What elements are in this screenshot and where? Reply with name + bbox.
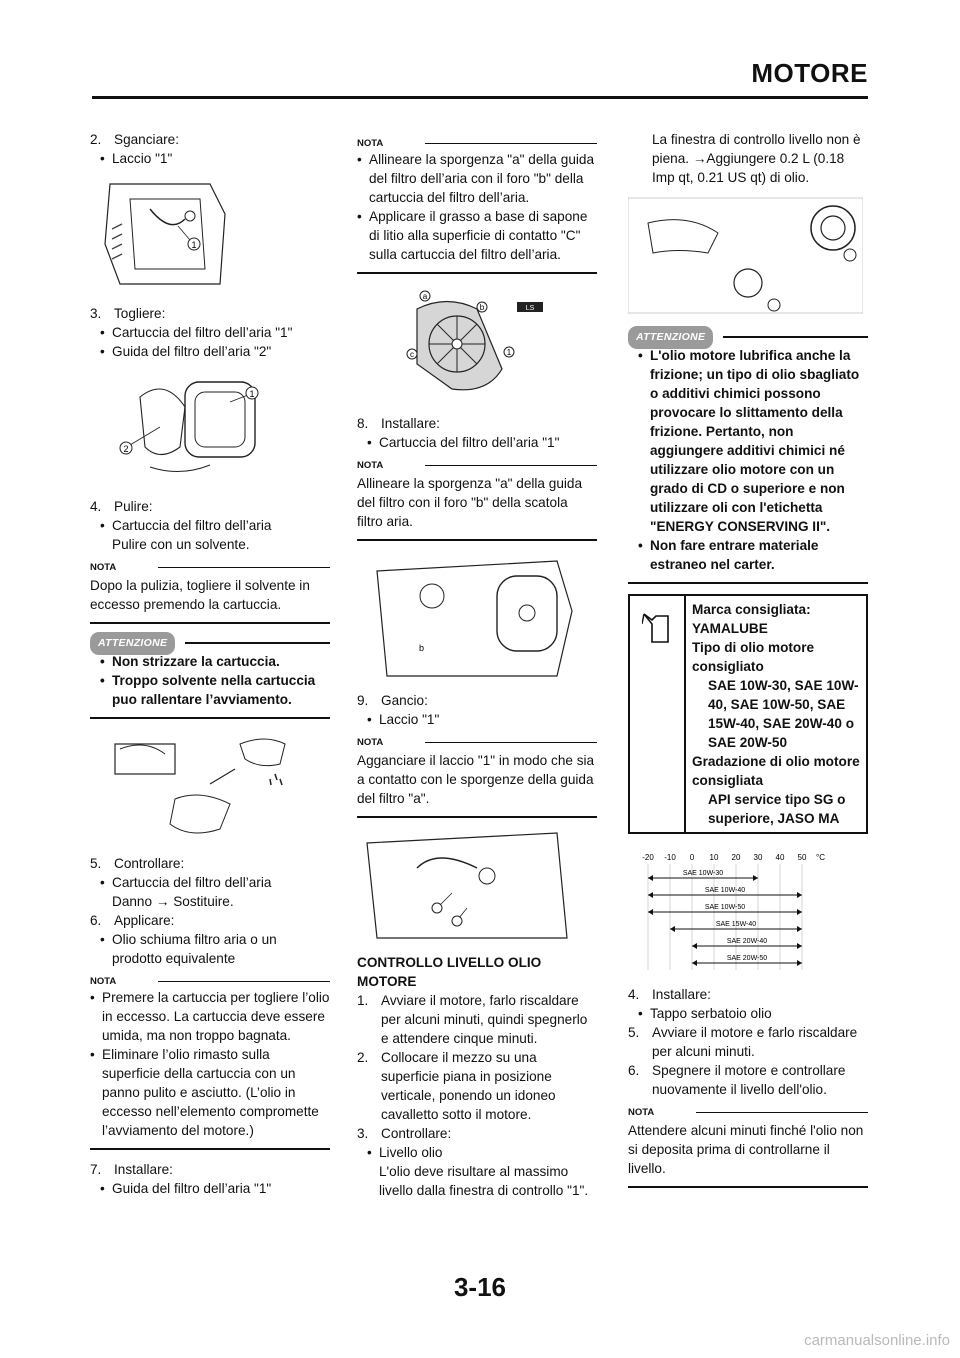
- grade-range-arrow: [797, 960, 802, 966]
- grade-label: SAE 15W-40: [715, 921, 757, 928]
- grade-range-arrow: [797, 943, 802, 949]
- nota-bullet: • Premere la cartuccia per togliere l’olio in eccesso. La cartuccia deve essere umida, ma non troppo bagnata.: [90, 990, 330, 1043]
- temperature-tick-label: -20: [642, 853, 654, 862]
- temperature-tick-label: 40: [775, 853, 785, 862]
- step-2: 2. Sganciare:: [90, 132, 179, 147]
- temperature-tick-label: -10: [664, 853, 676, 862]
- oil-type-label: Tipo di olio motore consigliato: [692, 640, 815, 674]
- step-4b-bullet: • Tappo serbatoio olio: [638, 1006, 772, 1021]
- page-number: 3-16: [453, 1272, 507, 1302]
- grade-range-arrow: [648, 875, 653, 881]
- check-step-3-sub: L'olio deve risultare al massimo livello dalla finestra di controllo "1".: [379, 1164, 589, 1198]
- nota-2: NOTA • Premere la cartuccia per togliere l’olio in eccesso. La cartuccia deve essere umida, ma non troppo bagnata. • Eliminare l’olio rimasto sulla superficie della cartuccia con un panno pulito e asciutto. (L’olio in eccesso nell’elemento compromette l’avviamento del motore.): [90, 974, 330, 1150]
- column-left: [90, 130, 330, 1198]
- temperature-tick-label: 30: [753, 853, 763, 862]
- step-5-bullet: • Cartuccia del filtro dell’aria: [100, 875, 272, 890]
- temperature-tick-label: 10: [709, 853, 719, 862]
- step-7-bullet: • Guida del filtro dell’aria "1": [100, 1181, 272, 1196]
- attenzione-1: [90, 634, 330, 719]
- step-4b: 4. Installare:: [628, 987, 711, 1002]
- svg-text:a: a: [422, 292, 428, 301]
- step-5: 5. Controllare:: [90, 856, 185, 871]
- grade-label: SAE 20W-50: [726, 955, 768, 962]
- figure-filter-guide: [357, 284, 557, 404]
- figure-strap-hook: [357, 828, 577, 943]
- step-8-bullet: • Cartuccia del filtro dell’aria "1": [367, 435, 560, 450]
- nota-6: NOTA Attendere alcuni minuti finché l'olio non si deposita prima di controllarne il livello.: [628, 1105, 868, 1188]
- warning-badge: ATTENZIONE: [90, 632, 175, 655]
- temperature-tick-label: 20: [731, 853, 741, 862]
- step-4: 4. Pulire:: [90, 499, 153, 514]
- grade-range-arrow: [670, 926, 675, 932]
- svg-text:b: b: [479, 303, 485, 312]
- grade-range-arrow: [797, 926, 802, 932]
- step-5b: 5. Avviare il motore e farlo riscaldare per alcuni minuti.: [628, 1025, 858, 1059]
- nota-bullet: • Eliminare l’olio rimasto sulla superficie della cartuccia con un panno pulito e asciutto. (L’olio in eccesso nell’elemento compromette l’avviamento del motore.): [90, 1047, 319, 1138]
- check-step-1: 1. Avviare il motore, farlo riscaldare per alcuni minuti, quindi spegnerlo e attendere cinque minuti.: [357, 993, 588, 1046]
- step-6-bullet: • Olio schiuma filtro aria o un prodotto equivalente: [100, 932, 277, 966]
- step-9: 9. Gancio:: [357, 693, 428, 708]
- step-5-sub: Danno → Sostituire.: [112, 894, 234, 909]
- grade-range-arrow: [753, 875, 758, 881]
- step-3: 3. Togliere:: [90, 306, 166, 321]
- oil-grade-label: Gradazione di olio motore consigliata: [692, 754, 860, 788]
- page-title: MOTORE: [751, 58, 868, 88]
- check-step-3-bullet: • Livello olio: [367, 1145, 443, 1160]
- check-step-3: 3. Controllare:: [357, 1126, 452, 1141]
- temperature-unit: °C: [816, 853, 825, 862]
- continued-text: La finestra di controllo livello non è piena. →Aggiungere 0.2 L (0.18 Imp qt, 0.21 US qt) di olio.: [652, 132, 861, 185]
- step-9-bullet: • Laccio "1": [367, 712, 440, 727]
- temperature-tick-label: 50: [797, 853, 807, 862]
- grade-label: SAE 20W-40: [726, 938, 768, 945]
- grade-range-arrow: [692, 943, 697, 949]
- check-step-2: 2. Collocare il mezzo su una superficie piana in posizione verticale, ponendo un idoneo cavalletto sotto il motore.: [357, 1050, 556, 1122]
- grade-range-arrow: [797, 892, 802, 898]
- step-6b: 6. Spegnere il motore e controllare nuovamente il livello dell'olio.: [628, 1063, 846, 1097]
- figure-airbox-install: [357, 551, 587, 681]
- grade-label: SAE 10W-50: [704, 904, 746, 911]
- grade-range-arrow: [797, 909, 802, 915]
- warning-bullet: • Troppo solvente nella cartuccia puo rallentare l’avviamento.: [100, 673, 316, 707]
- oil-type-value: SAE 10W-30, SAE 10W-40, SAE 10W-50, SAE 15W-40, SAE 20W-40 o SAE 20W-50: [708, 678, 859, 750]
- grade-range-arrow: [648, 909, 653, 915]
- step-4-bullet: • Cartuccia del filtro dell’aria: [100, 518, 272, 533]
- step-2-bullet: • Laccio "1": [100, 151, 173, 166]
- figure-airbox-strap: [90, 174, 240, 294]
- warning-badge: ATTENZIONE: [628, 326, 713, 349]
- header-rule: [92, 96, 868, 99]
- watermark: carmanualsonline.info: [804, 1332, 950, 1349]
- step-7: 7. Installare:: [90, 1162, 173, 1177]
- svg-text:b: b: [419, 643, 425, 653]
- attenzione-2: [628, 328, 868, 584]
- svg-text:c: c: [410, 350, 414, 359]
- step-3-bullet-2: • Guida del filtro dell’aria "2": [100, 344, 272, 359]
- nota-bullet: • Applicare il grasso a base di sapone di litio alla superficie di contatto "C" sulla cartuccia del filtro dell’aria.: [357, 209, 588, 262]
- oil-recommendation-box: [628, 594, 868, 834]
- nota-1: NOTA Dopo la pulizia, togliere il solvente in eccesso premendo la cartuccia.: [90, 560, 330, 624]
- grade-label: SAE 10W-30: [682, 870, 724, 877]
- oil-temperature-chart: [628, 850, 858, 975]
- oil-grade-value: API service tipo SG o superiore, JASO MA: [708, 792, 846, 826]
- step-4-sub: Pulire con un solvente.: [112, 537, 250, 552]
- step-6: 6. Applicare:: [90, 913, 175, 928]
- grade-range-arrow: [648, 892, 653, 898]
- lubricant-symbol: LS: [525, 305, 535, 312]
- warning-bullet: • Non strizzare la cartuccia.: [100, 654, 280, 669]
- warning-bullet: • Non fare entrare materiale estraneo nel carter.: [638, 538, 819, 572]
- figure-oil-level-window: [628, 193, 863, 318]
- step-3-bullet-1: • Cartuccia del filtro dell’aria "1": [100, 325, 293, 340]
- column-right: [628, 130, 868, 1198]
- figure-callout: 1: [191, 240, 197, 250]
- svg-text:1: 1: [506, 348, 512, 357]
- nota-bullet: • Allineare la sporgenza "a" della guida del filtro dell’aria con il foro "b" della cartuccia del filtro dell’aria.: [357, 152, 595, 205]
- oil-can-icon: [642, 610, 672, 644]
- warning-bullet: • L'olio motore lubrifica anche la frizione; un tipo di olio sbagliato o additivi chimici possono provocare lo slittamento della frizione. Pertanto, non aggiungere additivi chimici né utilizzare olio motore con un grado di CD o superiore e non utilizzare oli con l'etichetta "ENERGY CONSERVING II".: [638, 348, 860, 534]
- nota-4: NOTA Allineare la sporgenza "a" della guida del filtro con il foro "b" della scatola filtro aria.: [357, 458, 597, 541]
- grade-label: SAE 10W-40: [704, 887, 746, 894]
- temperature-tick-label: 0: [689, 853, 695, 862]
- figure-cleaning-hands: [90, 729, 300, 844]
- figure-callout: 1: [249, 389, 255, 399]
- step-8: 8. Installare:: [357, 416, 440, 431]
- nota-3: NOTA • Allineare la sporgenza "a" della guida del filtro dell’aria con il foro "b" della cartuccia del filtro dell’aria. • Applicare il grasso a base di sapone di litio alla superficie di contatto "C" sulla cartuccia del filtro dell’aria.: [357, 136, 597, 274]
- grade-range-arrow: [692, 960, 697, 966]
- oil-brand: Marca consigliata: YAMALUBE: [692, 602, 811, 636]
- section-title: CONTROLLO LIVELLO OLIO MOTORE: [357, 955, 542, 989]
- column-middle: [357, 136, 597, 1200]
- figure-callout: 2: [123, 444, 129, 454]
- nota-5: NOTA Agganciare il laccio "1" in modo che sia a contatto con le sporgenze della guida del filtro "a".: [357, 735, 597, 818]
- figure-filter-removal: [90, 367, 260, 487]
